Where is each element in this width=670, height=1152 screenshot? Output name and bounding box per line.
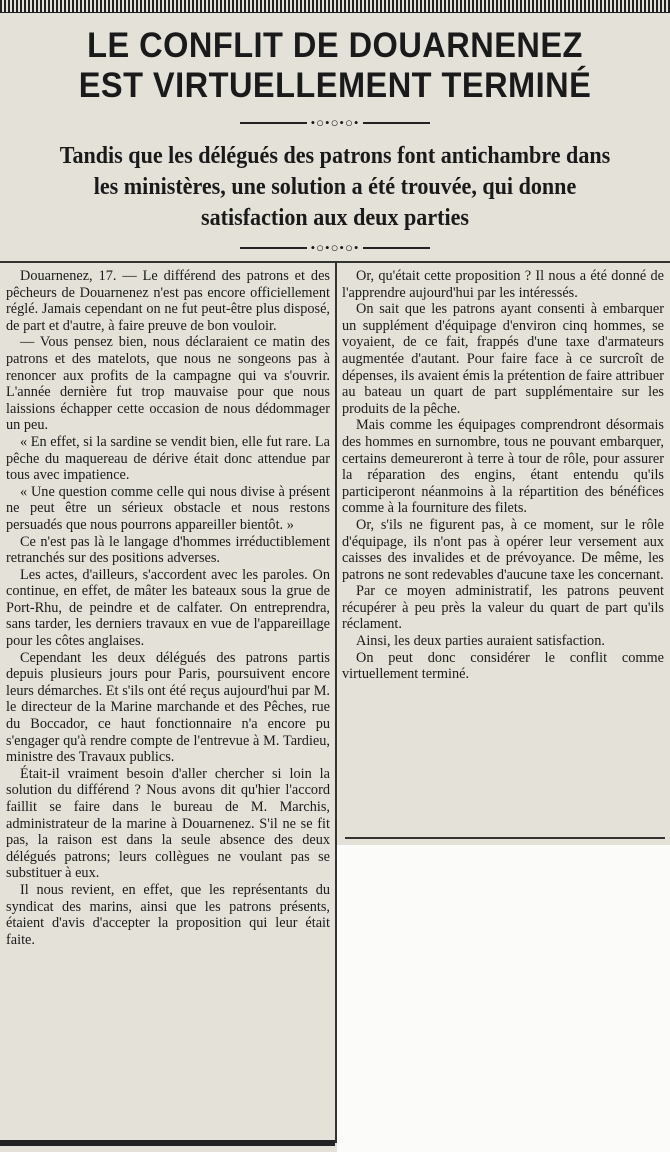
paragraph: Était-il vraiment besoin d'aller chercher si loin la solution du différend ? Nous avons dit qu'hier l'accord faillit se faire dans le bureau de M. Marchis, administrateur de la marine à Douarnenez. S'il ne se fit pas, la raison est dans la seule absence des deux délégués patrons; leurs collègues ne voulant pas se substituer à eux. — [6, 765, 330, 882]
paragraph: « Une question comme celle qui nous divise à présent ne peut être un sérieux obstacle et nous restons persuadés que nous pourrons appareiller bientôt. » — [6, 483, 330, 533]
headline — [23, 26, 646, 106]
paragraph: Or, qu'était cette proposition ? Il nous a été donné de l'apprendre aujourd'hui par les intéressés. — [342, 268, 664, 301]
blank-margin — [337, 845, 670, 1152]
ornament-glyphs-2: •○•○•○• — [310, 240, 360, 255]
paragraph: Cependant les deux délégués des patrons partis depuis plusieurs jours pour Paris, poursuivent encore leurs démarches. Et s'ils ont été reçus aujourd'hui par M. le directeur de la Marine marchande et des Pêches, rue du Boccador, ce haut fonctionnaire n'a encore pu s'engager qu'à rendre compte de l'entrevue à M. Tardieu, ministre des Travaux publics. — [6, 649, 330, 766]
paragraph: Ce n'est pas là le langage d'hommes irréductiblement retranchés sur des positions adverses. — [6, 533, 330, 567]
paragraph: Mais comme les équipages comprendront désormais des hommes en surnombre, tous ne pouvant embarquer, certains demeureront à terre à tour de rôle, pour assurer la réparation des engins, étant entendu qu'ils participeront néanmoins à la répartition des bénéfices comme à la fourniture des filets. — [342, 417, 664, 517]
left-column — [6, 268, 330, 948]
top-border-rule — [0, 0, 670, 13]
paragraph: On sait que les patrons ayant consenti à embarquer un supplément d'équipage d'environ cinq hommes, se voyaient, de ce fait, frappés d'une taxe d'armateurs augmentée d'autant. Pour faire face à ce surcroît de dépenses, ils avaient émis la prétention de faire attribuer au bateau un quart de part supplémentaire sur les produits de la pêche. — [342, 301, 664, 417]
paragraph: Les actes, d'ailleurs, s'accordent avec les paroles. On continue, en effet, de mâter les bateaux sous la grue de Port-Rhu, de peindre et de calfater. On entreprendra, sans tarder, les derniers travaux en vue de l'appareillage pour les côtes anglaises. — [6, 566, 330, 650]
subheadline-line-2: les ministères, une solution a été trouvée, qui donne — [93, 174, 577, 200]
paragraph: — Vous pensez bien, nous déclaraient ce matin des patrons et des matelots, que nous ne songeons pas à renoncer aux profits de la campagne qui va s'ouvrir. L'année dernière fut trop mauvaise pour que nous laissions échapper cette occasion de nous dédommager un peu. — [6, 334, 330, 434]
headline-line-2: EST VIRTUELLEMENT TERMINÉ — [78, 66, 592, 105]
paragraph: « En effet, si la sardine se vendit bien, elle fut rare. La pêche du maquereau de dérive était donc attendue par tous avec impatience. — [6, 433, 330, 484]
paragraph: Il nous revient, en effet, que les représentants du syndicat des marins, ainsi que les patrons présents, étaient d'avis d'accepter la proposition qui leur était faite. — [6, 881, 330, 948]
headline-line-1: LE CONFLIT DE DOUARNENEZ — [87, 26, 583, 65]
right-column — [342, 268, 664, 683]
paragraph: On peut donc considérer le conflit comme virtuellement terminé. — [342, 649, 664, 683]
subheadline — [45, 141, 625, 234]
paragraph: Douarnenez, 17. — Le différend des patrons et des pêcheurs de Douarnenez n'est pas encore officiellement réglé. Jamais cependant on ne fut peut-être plus disposé, de part et d'autre, à faire preuve de bon vouloir. — [6, 268, 330, 334]
paragraph: Par ce moyen administratif, les patrons peuvent récupérer à peu près la valeur du quart de part qu'ils réclament. — [342, 583, 664, 633]
paragraph: Ainsi, les deux parties auraient satisfaction. — [356, 633, 605, 650]
article-end-rule — [345, 834, 665, 842]
ornament-glyphs: •○•○•○• — [310, 115, 360, 130]
subheadline-line-1: Tandis que les délégués des patrons font antichambre dans — [59, 143, 611, 169]
bottom-border-rule — [0, 1140, 335, 1146]
headline-ornament — [240, 116, 430, 130]
paragraph: Or, s'ils ne figurent pas, à ce moment, sur le rôle d'équipage, ils n'ont pas à opérer leur versement aux caisses des invalides et de prévoyance. De même, les patrons ne sont redevables d'aucune taxe les concernant. — [342, 516, 664, 583]
subheadline-line-3: satisfaction aux deux parties — [200, 205, 470, 231]
subheadline-ornament — [240, 241, 430, 255]
